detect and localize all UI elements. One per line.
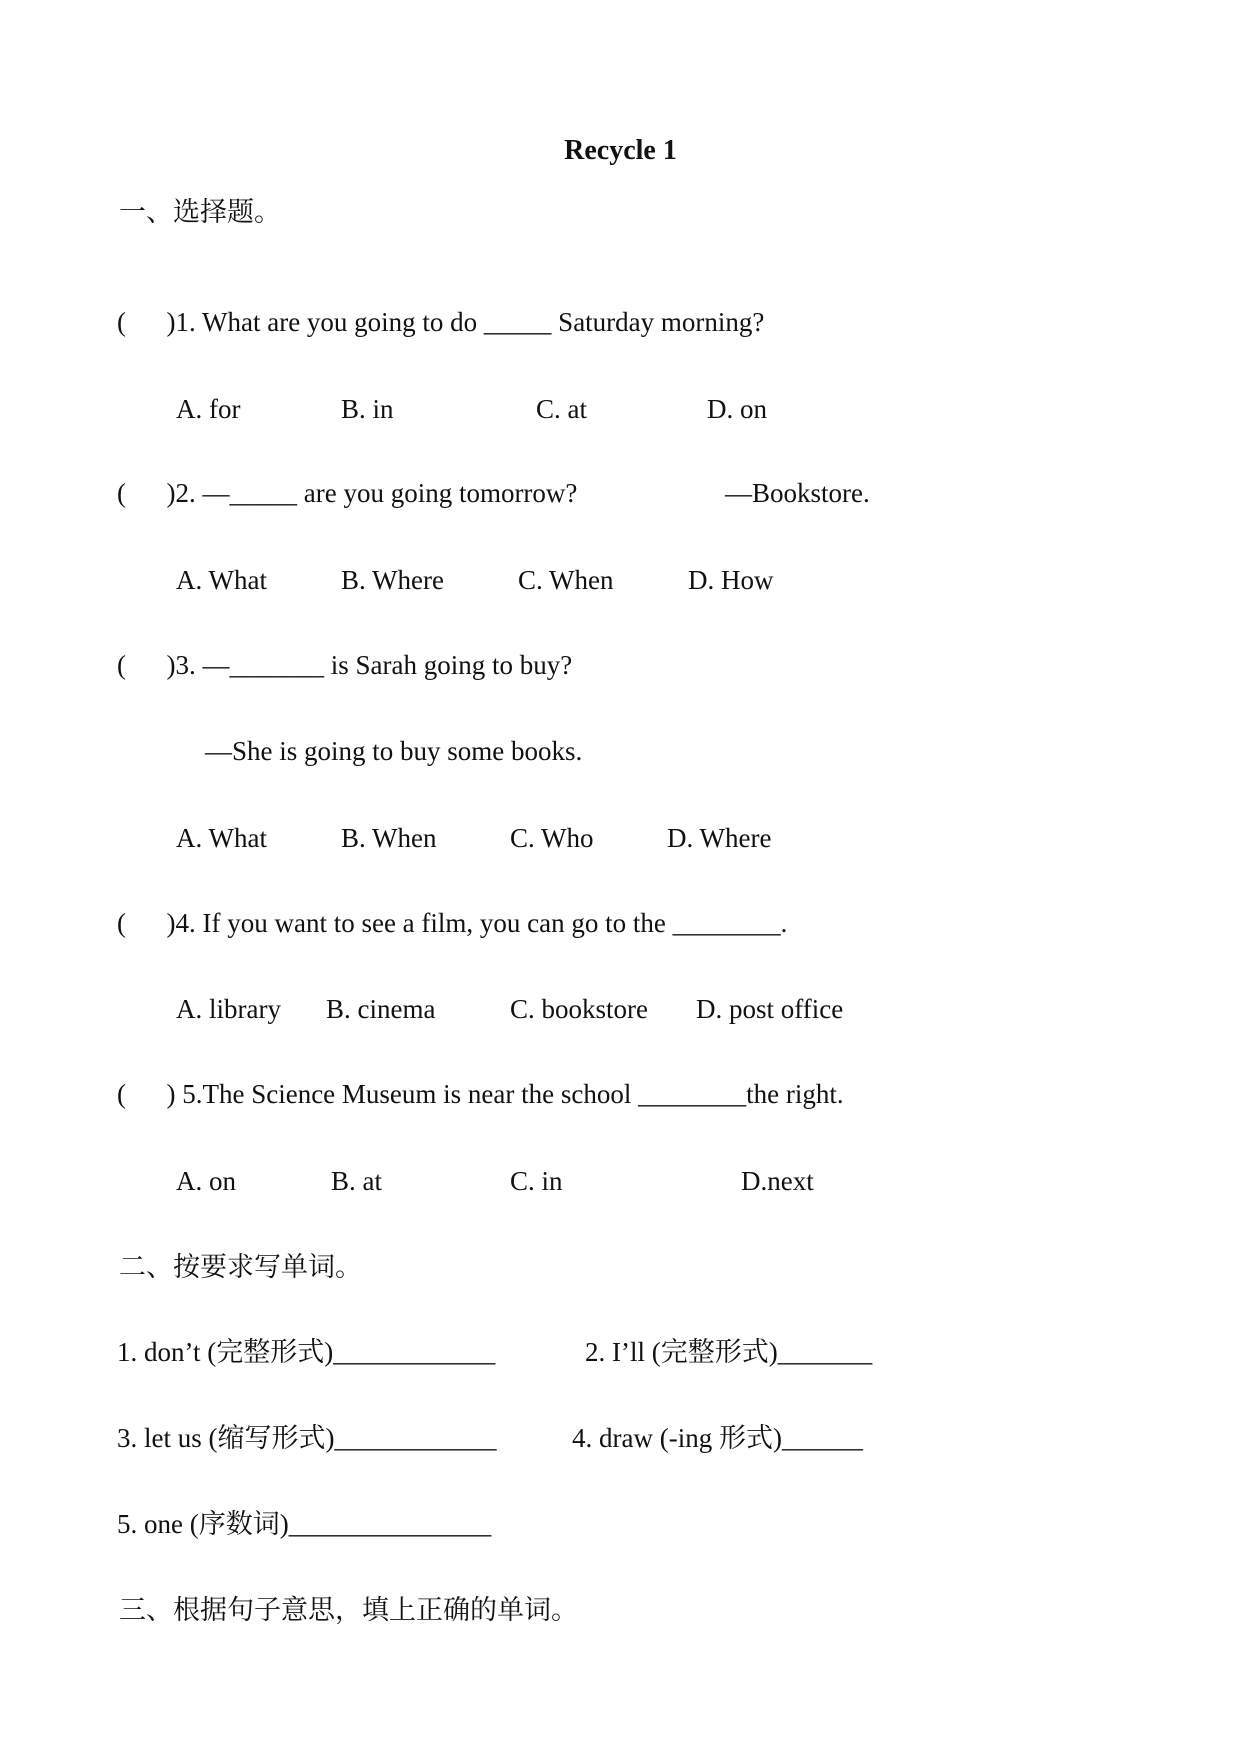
word-item-2: 2. I’ll (完整形式)_______	[585, 1337, 873, 1367]
word-item-4: 4. draw (-ing 形式)______	[572, 1423, 863, 1453]
question-3-stem: ( )3. —_______ is Sarah going to buy?	[117, 650, 573, 680]
question-5-stem: ( ) 5.The Science Museum is near the school ________the right.	[117, 1079, 844, 1109]
question-4-option-a: A. library	[176, 994, 281, 1024]
question-2-stem: ( )2. —_____ are you going tomorrow?	[117, 478, 578, 508]
question-5-option-a: A. on	[176, 1166, 236, 1196]
word-item-5: 5. one (序数词)_______________	[117, 1509, 492, 1539]
question-4-stem: ( )4. If you want to see a film, you can go to the ________.	[117, 908, 788, 938]
word-item-3: 3. let us (缩写形式)____________	[117, 1423, 497, 1453]
question-3-option-a: A. What	[176, 823, 267, 853]
question-1-option-b: B. in	[341, 394, 394, 424]
question-3-option-c: C. Who	[510, 823, 594, 853]
question-2-option-c: C. When	[518, 565, 614, 595]
page-title: Recycle 1	[564, 135, 677, 166]
question-3-option-b: B. When	[341, 823, 437, 853]
question-5-option-d: D.next	[741, 1166, 814, 1196]
question-2-option-d: D. How	[688, 565, 774, 595]
question-5-option-c: C. in	[510, 1166, 563, 1196]
section-3-heading: 三、根据句子意思，填上正确的单词。	[119, 1595, 578, 1625]
question-2-option-a: A. What	[176, 565, 267, 595]
section-1-heading: 一、选择题。	[119, 197, 281, 227]
word-item-1: 1. don’t (完整形式)____________	[117, 1337, 496, 1367]
question-4-option-d: D. post office	[696, 994, 844, 1024]
question-2-option-b: B. Where	[341, 565, 444, 595]
question-4-option-c: C. bookstore	[510, 994, 648, 1024]
question-1-option-d: D. on	[707, 394, 767, 424]
question-1-option-a: A. for	[176, 394, 241, 424]
section-2-heading: 二、按要求写单词。	[119, 1252, 362, 1282]
question-3-reply: —She is going to buy some books.	[205, 736, 583, 766]
question-1-option-c: C. at	[536, 394, 587, 424]
question-5-option-b: B. at	[331, 1166, 382, 1196]
question-3-option-d: D. Where	[667, 823, 772, 853]
question-1-stem: ( )1. What are you going to do _____ Saturday morning?	[117, 307, 765, 337]
question-2-answer: —Bookstore.	[725, 478, 870, 508]
question-4-option-b: B. cinema	[326, 994, 436, 1024]
